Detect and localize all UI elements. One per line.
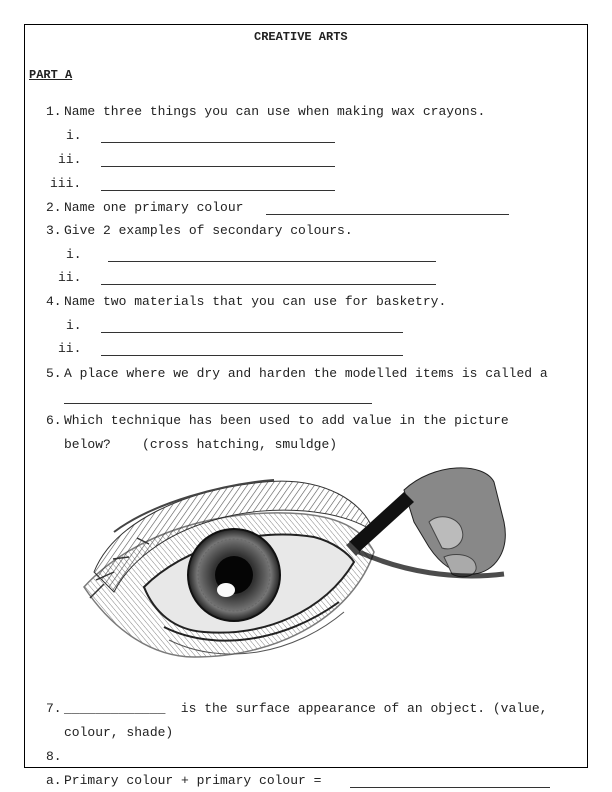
page-title: CREATIVE ARTS [254,30,348,44]
q1-sub-iii: iii. [50,176,82,191]
q4-sub-ii: ii. [58,341,82,356]
q4-text: Name two materials that you can use for basketry. [64,294,447,309]
q8a-text: Primary colour + primary colour = [64,773,322,788]
q7-number: 7. [46,701,62,716]
q2-number: 2. [46,200,62,215]
part-heading: PART A [29,68,73,82]
q5-text: A place where we dry and harden the modelled items is called a [64,366,548,381]
q5-answer-line[interactable] [64,403,372,404]
q2-answer-line[interactable] [266,214,509,215]
q6-line2: below? (cross hatching, smuldge) [64,437,338,452]
q1-answer-line-iii[interactable] [101,190,335,191]
q1-number: 1. [46,104,62,119]
q3-sub-i: i. [66,247,82,262]
q3-sub-ii: ii. [58,270,82,285]
q4-answer-line-i[interactable] [101,332,403,333]
q1-sub-ii: ii. [58,152,82,167]
q1-sub-i: i. [66,128,82,143]
q6-line1: Which technique has been used to add value in the picture [64,413,509,428]
q4-answer-line-ii[interactable] [101,355,403,356]
q8-number: 8. [46,749,62,764]
q7-text: is the surface appearance of an object. (value, [173,701,548,716]
q5-number: 5. [46,366,62,381]
q1-answer-line-i[interactable] [101,142,335,143]
q4-sub-i: i. [66,318,82,333]
q1-answer-line-ii[interactable] [101,166,335,167]
q3-answer-line-i[interactable] [108,261,436,262]
q2-text: Name one primary colour [64,200,244,215]
q7-blank[interactable]: _____________ [64,701,166,716]
q1-text: Name three things you can use when making wax crayons. [64,104,486,119]
q3-number: 3. [46,223,62,238]
q8a-answer-line[interactable] [350,787,550,788]
q4-number: 4. [46,294,62,309]
q7-line2: colour, shade) [64,725,174,740]
q6-number: 6. [46,413,62,428]
q3-text: Give 2 examples of secondary colours. [64,223,353,238]
q3-answer-line-ii[interactable] [101,284,436,285]
q8a-number: a. [46,773,62,788]
eye-drawing-image [74,462,510,686]
